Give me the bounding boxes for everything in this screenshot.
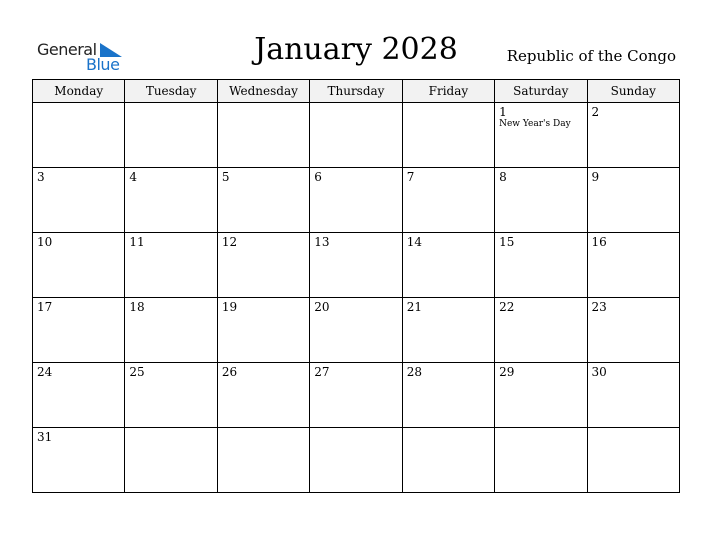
day-cell	[495, 363, 587, 428]
weekday-header: Thursday	[310, 80, 402, 103]
day-number: 30	[591, 365, 607, 379]
day-number	[403, 103, 494, 106]
day-number	[310, 428, 401, 431]
day-number	[218, 428, 309, 431]
weekday-header: Wednesday	[217, 80, 309, 103]
day-number: 15	[499, 235, 515, 249]
day-cell	[310, 233, 402, 298]
day-number: 28	[406, 365, 422, 379]
day-cell	[402, 428, 494, 493]
day-cell	[33, 363, 125, 428]
day-number	[218, 103, 309, 106]
day-cell	[33, 168, 125, 233]
day-cell	[125, 363, 217, 428]
weekday-header: Tuesday	[125, 80, 217, 103]
day-number: 10	[37, 235, 53, 249]
day-cell	[495, 168, 587, 233]
day-number: 9	[591, 170, 600, 184]
day-cell	[217, 428, 309, 493]
week-row	[33, 298, 680, 363]
weekday-header-row	[33, 80, 680, 103]
day-number: 11	[129, 235, 145, 249]
day-number: 26	[221, 365, 238, 379]
day-number: 2	[591, 105, 600, 119]
day-number: 4	[129, 170, 138, 184]
day-number: 17	[37, 300, 53, 314]
day-cell	[217, 298, 309, 363]
day-cell	[33, 103, 125, 168]
day-cell	[33, 298, 125, 363]
day-number: 19	[221, 300, 238, 314]
day-number	[125, 428, 216, 431]
day-number: 21	[406, 300, 422, 314]
day-cell	[402, 298, 494, 363]
day-number	[310, 103, 401, 106]
day-number	[588, 428, 679, 431]
day-number: 24	[37, 365, 53, 379]
day-cell	[495, 428, 587, 493]
day-number: 13	[314, 235, 330, 249]
day-number: 20	[314, 300, 330, 314]
day-cell	[402, 103, 494, 168]
day-number: 3	[37, 170, 45, 184]
holiday-label: New Year's Day	[499, 119, 571, 129]
day-number: 12	[221, 235, 238, 249]
day-cell	[125, 298, 217, 363]
day-number: 6	[314, 170, 322, 184]
day-cell	[217, 363, 309, 428]
day-number: 29	[499, 365, 515, 379]
day-cell	[587, 298, 679, 363]
day-number	[125, 103, 216, 106]
day-cell	[310, 363, 402, 428]
day-cell	[217, 168, 309, 233]
day-number: 31	[37, 430, 53, 444]
day-cell	[587, 233, 679, 298]
day-number: 25	[129, 365, 145, 379]
week-row	[33, 363, 680, 428]
day-number	[495, 428, 586, 431]
day-number: 22	[499, 300, 515, 314]
day-cell	[310, 168, 402, 233]
week-row	[33, 428, 680, 493]
logo-text-blue: Blue	[86, 55, 120, 74]
day-number: 23	[591, 300, 607, 314]
day-cell	[495, 233, 587, 298]
weekday-header: Sunday	[587, 80, 679, 103]
day-cell	[310, 103, 402, 168]
day-cell	[587, 428, 679, 493]
day-cell	[402, 168, 494, 233]
day-cell	[495, 298, 587, 363]
day-cell	[125, 103, 217, 168]
logo-text-general: General	[37, 40, 97, 59]
day-number: 18	[129, 300, 145, 314]
day-number: 14	[406, 235, 422, 249]
calendar-grid	[32, 79, 680, 493]
weekday-header: Saturday	[495, 80, 587, 103]
day-cell	[125, 168, 217, 233]
week-row	[33, 103, 680, 168]
day-cell	[587, 103, 679, 168]
country-label: Republic of the Congo	[506, 47, 676, 65]
day-cell	[402, 363, 494, 428]
day-number	[33, 103, 124, 106]
day-number	[403, 428, 494, 431]
week-row	[33, 233, 680, 298]
day-cell	[587, 363, 679, 428]
day-number: 27	[314, 365, 330, 379]
day-cell	[310, 428, 402, 493]
week-row	[33, 168, 680, 233]
day-cell	[217, 103, 309, 168]
day-cell	[33, 233, 125, 298]
weekday-header: Friday	[402, 80, 494, 103]
day-number: 16	[591, 235, 607, 249]
day-number: 5	[221, 170, 230, 184]
weekday-header: Monday	[33, 80, 125, 103]
day-cell	[310, 298, 402, 363]
day-cell	[217, 233, 309, 298]
day-number: 8	[499, 170, 507, 184]
day-number: 1	[499, 105, 507, 119]
day-cell	[125, 233, 217, 298]
day-cell	[402, 233, 494, 298]
day-number: 7	[406, 170, 415, 184]
day-cell	[495, 103, 587, 168]
calendar-title: January 2028	[254, 32, 458, 67]
day-cell	[587, 168, 679, 233]
day-cell	[125, 428, 217, 493]
day-cell	[33, 428, 125, 493]
